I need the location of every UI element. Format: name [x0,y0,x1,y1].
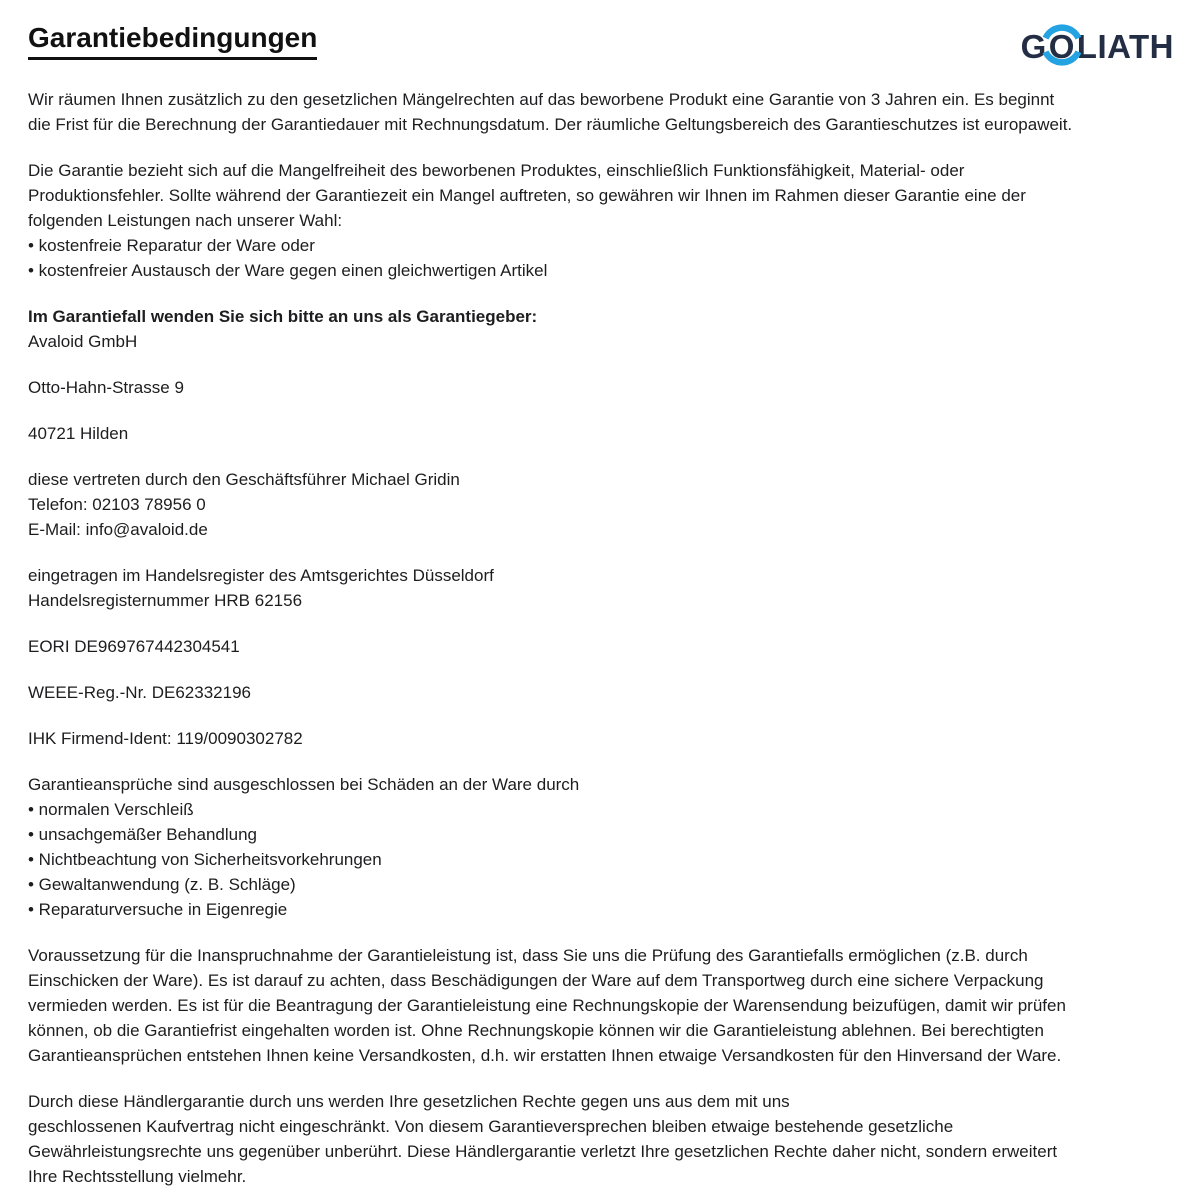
text-line: Produktionsfehler. Sollte während der Garantiezeit ein Mangel auftreten, so gewähren wir Ihnen im Rahmen dieser Garantie eine der [28,186,1026,205]
text-line: können, ob die Garantiefrist eingehalten worden ist. Ohne Rechnungskopie können wir die Garantieleistung ablehnen. Bei berechtigten [28,1021,1044,1040]
paragraph-conditions [28,943,1172,1068]
paragraph-eori [28,634,1172,659]
register-court-line: eingetragen im Handelsregister des Amtsgerichtes Düsseldorf [28,566,494,585]
paragraph-weee [28,680,1172,705]
paragraph-street [28,375,1172,400]
paragraph-ihk [28,726,1172,751]
ihk-number: IHK Firmend-Ident: 119/0090302782 [28,729,303,748]
weee-number: WEEE-Reg.-Nr. DE62332196 [28,683,251,702]
text-line: Wir räumen Ihnen zusätzlich zu den gesetzlichen Mängelrechten auf das beworbene Produkt eine Garantie von 3 Jahren ein. Es beginnt [28,90,1055,109]
bullet-item-self-repair: • Reparaturversuche in Eigenregie [28,900,288,919]
text-line: geschlossenen Kaufvertrag nicht eingeschränkt. Von diesem Garantieversprechen bleiben etwaige bestehende gesetzliche [28,1117,954,1136]
guarantor-heading: Im Garantiefall wenden Sie sich bitte an uns als Garantiegeber: [28,307,538,326]
text-line: die Frist für die Berechnung der Garantiedauer mit Rechnungsdatum. Der räumliche Geltungsbereich des Garantieschutzes ist europaweit. [28,115,1073,134]
paragraph-register [28,563,1172,613]
page-title [28,22,1172,60]
paragraph-warranty-intro [28,87,1172,137]
page-title-text: Garantiebedingungen [28,22,317,60]
text-line: Die Garantie bezieht sich auf die Mangelfreiheit des beworbenen Produktes, einschließlich Funktionsfähigkeit, Material- oder [28,161,965,180]
text-line: Durch diese Händlergarantie durch uns werden Ihre gesetzlichen Rechte gegen uns aus dem mit uns [28,1092,790,1111]
text-line: Einschicken der Ware). Es ist darauf zu achten, dass Beschädigungen der Ware auf dem Transportweg durch eine sichere Verpackung [28,971,1044,990]
paragraph-contact [28,467,1172,542]
logo-letters-liath: LIATH [1076,27,1174,65]
phone-line: Telefon: 02103 78956 0 [28,495,206,514]
text-line: vermieden werden. Es ist für die Beantragung der Garantieleistung eine Rechnungskopie der Warensendung beizufügen, damit wir prüfen [28,996,1066,1015]
company-name: Avaloid GmbH [28,332,138,351]
exclusions-intro: Garantieansprüche sind ausgeschlossen bei Schäden an der Ware durch [28,775,580,794]
logo-letter-o-char: O [1048,27,1075,65]
bullet-item-repair: • kostenfreie Reparatur der Ware oder [28,236,315,255]
bullet-item-wear: • normalen Verschleiß [28,800,194,819]
document-body [28,87,1172,1189]
text-line: Gewährleistungsrechte uns gegenüber unberührt. Diese Händlergarantie verletzt Ihre gesetzlichen Rechte daher nicht, sondern erweitert [28,1142,1058,1161]
text-line: folgenden Leistungen nach unserer Wahl: [28,211,343,230]
email-line: E-Mail: info@avaloid.de [28,520,208,539]
text-line: Ihre Rechtsstellung vielmehr. [28,1167,247,1186]
logo-letter-o [1047,20,1077,72]
bullet-item-replacement: • kostenfreier Austausch der Ware gegen einen gleichwertigen Artikel [28,261,548,280]
goliath-logo [1021,20,1174,72]
register-number-line: Handelsregisternummer HRB 62156 [28,591,303,610]
paragraph-warranty-scope [28,158,1172,283]
managing-director-line: diese vertreten durch den Geschäftsführer Michael Gridin [28,470,460,489]
text-line: Voraussetzung für die Inanspruchnahme der Garantieleistung ist, dass Sie uns die Prüfung des Garantiefalls ermöglichen (z.B. durch [28,946,1028,965]
bullet-item-safety: • Nichtbeachtung von Sicherheitsvorkehrungen [28,850,382,869]
logo-letter-g: G [1020,27,1047,65]
bullet-item-improper-handling: • unsachgemäßer Behandlung [28,825,257,844]
text-line: Garantieansprüchen entstehen Ihnen keine Versandkosten, d.h. wir erstatten Ihnen etwaige Versandkosten für den Hinversand der Ware. [28,1046,1062,1065]
paragraph-guarantor-heading [28,304,1172,354]
eori-number: EORI DE969767442304541 [28,637,240,656]
paragraph-city [28,421,1172,446]
bullet-item-force: • Gewaltanwendung (z. B. Schläge) [28,875,296,894]
paragraph-exclusions [28,772,1172,922]
paragraph-legal-rights [28,1089,1172,1189]
city-address: 40721 Hilden [28,424,129,443]
street-address: Otto-Hahn-Strasse 9 [28,378,184,397]
